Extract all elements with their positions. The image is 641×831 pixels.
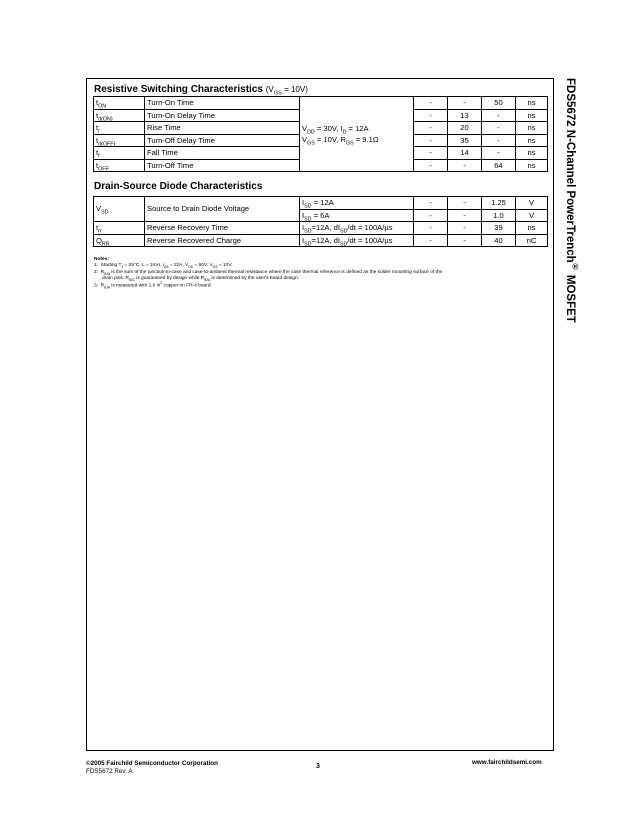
- footer-url[interactable]: www.fairchildsemi.com: [472, 759, 542, 766]
- resistive-switching-table: [93, 96, 548, 172]
- parameter-cell: Reverse Recovery Time: [145, 222, 300, 235]
- max-cell: -: [482, 147, 516, 160]
- condition-cell: $I_{SD}=12A$, $dI_{SD}/dt = 100A/\mu s$: [300, 234, 414, 247]
- typ-cell: 35: [448, 134, 482, 147]
- table-row: [94, 197, 548, 210]
- symbol-cell: $t_r$: [94, 122, 145, 135]
- table-row: [94, 97, 548, 110]
- max-cell: 1.25: [482, 197, 516, 210]
- note-2: 2: $R_{\theta JA}$ is the sum of the junction-to-case and case-to-ambient thermal resistance where the case thermal reference is defined as the solder mounting surface of the: [94, 269, 443, 276]
- parameter-cell: Rise Time: [145, 122, 300, 135]
- typ-cell: 13: [448, 109, 482, 122]
- condition-cell: $I_{SD} = 6A$: [300, 209, 414, 222]
- footer-revision: FDS5672 Rev. A: [86, 768, 133, 775]
- page-frame: [86, 78, 554, 751]
- max-cell: -: [482, 109, 516, 122]
- min-cell: -: [414, 209, 448, 222]
- max-cell: 64: [482, 159, 516, 172]
- resistive-switching-title: Resistive Switching Characteristics $(V_{GS} = 10V)$: [94, 84, 308, 97]
- unit-cell: ns: [516, 147, 548, 160]
- unit-cell: ns: [516, 122, 548, 135]
- symbol-cell: $t_f$: [94, 147, 145, 160]
- parameter-cell: Reverse Recovered Charge: [145, 234, 300, 247]
- diode-characteristics-title: Drain-Source Diode Characteristics: [94, 181, 263, 192]
- typ-cell: -: [448, 209, 482, 222]
- unit-cell: ns: [516, 222, 548, 235]
- unit-cell: nC: [516, 234, 548, 247]
- footer-copyright: ©2005 Fairchild Semiconductor Corporation: [86, 760, 219, 767]
- unit-cell: ns: [516, 97, 548, 110]
- parameter-cell: Turn-Off Time: [145, 159, 300, 172]
- max-cell: 50: [482, 97, 516, 110]
- min-cell: -: [414, 197, 448, 210]
- max-cell: -: [482, 134, 516, 147]
- min-cell: -: [414, 222, 448, 235]
- unit-cell: V: [516, 197, 548, 210]
- min-cell: -: [414, 134, 448, 147]
- parameter-cell: Turn-Off Delay Time: [145, 134, 300, 147]
- min-cell: -: [414, 122, 448, 135]
- note-3: 3: $R_{\theta JA}$ is measured with 1.0 $in^2$ copper on FR-4 board.: [94, 280, 212, 290]
- unit-cell: ns: [516, 134, 548, 147]
- max-cell: 1.0: [482, 209, 516, 222]
- max-cell: -: [482, 122, 516, 135]
- typ-cell: -: [448, 159, 482, 172]
- typ-cell: -: [448, 197, 482, 210]
- page-number: 3: [316, 763, 320, 770]
- symbol-cell: $V_{SD}$: [94, 197, 145, 222]
- note-1: 1: Starting $T_J = 25^\circ C$, L = 1mH, $I_{AS} = 22A$, $V_{DD} = 60V$, $V_{GS} = 10V$.: [94, 263, 233, 270]
- unit-cell: V: [516, 209, 548, 222]
- notes: [94, 257, 546, 290]
- condition-cell: $I_{SD} = 12A$: [300, 197, 414, 210]
- symbol-cell: $Q_{RR}$: [94, 234, 145, 247]
- symbol-cell: $t_{rr}$: [94, 222, 145, 235]
- typ-cell: -: [448, 222, 482, 235]
- min-cell: -: [414, 159, 448, 172]
- table-row: [94, 222, 548, 235]
- table-row: [94, 234, 548, 247]
- condition-cell: $I_{SD}=12A$, $dI_{SD}/dt = 100A/\mu s$: [300, 222, 414, 235]
- note-2-continued: drain pins. $R_{\theta JC}$ is guaranteed by design while $R_{\theta JA}$ is determined by the user's board design.: [102, 276, 299, 283]
- typ-cell: 14: [448, 147, 482, 160]
- unit-cell: ns: [516, 159, 548, 172]
- diode-characteristics-table: [93, 196, 548, 247]
- condition-cell: $V_{DD} = 30V$, $I_D = 12A$ $V_{GS} = 10V$, $R_{GS} = 9.1\Omega$: [300, 97, 414, 172]
- typ-cell: 20: [448, 122, 482, 135]
- symbol-cell: $t_{d(OFF)}$: [94, 134, 145, 147]
- min-cell: -: [414, 97, 448, 110]
- symbol-cell: $t_{d(ON)}$: [94, 109, 145, 122]
- unit-cell: ns: [516, 109, 548, 122]
- parameter-cell: Turn-On Time: [145, 97, 300, 110]
- notes-title: Notes:: [94, 257, 109, 262]
- min-cell: -: [414, 234, 448, 247]
- parameter-cell: Fall Time: [145, 147, 300, 160]
- parameter-cell: Source to Drain Diode Voltage: [145, 197, 300, 222]
- max-cell: 40: [482, 234, 516, 247]
- min-cell: -: [414, 109, 448, 122]
- symbol-cell: $t_{ON}$: [94, 97, 145, 110]
- parameter-cell: Turn-On Delay Time: [145, 109, 300, 122]
- max-cell: 39: [482, 222, 516, 235]
- side-title: FDS5672 N-Channel PowerTrench® MOSFET: [564, 78, 580, 323]
- typ-cell: -: [448, 234, 482, 247]
- min-cell: -: [414, 147, 448, 160]
- symbol-cell: $t_{OFF}$: [94, 159, 145, 172]
- typ-cell: -: [448, 97, 482, 110]
